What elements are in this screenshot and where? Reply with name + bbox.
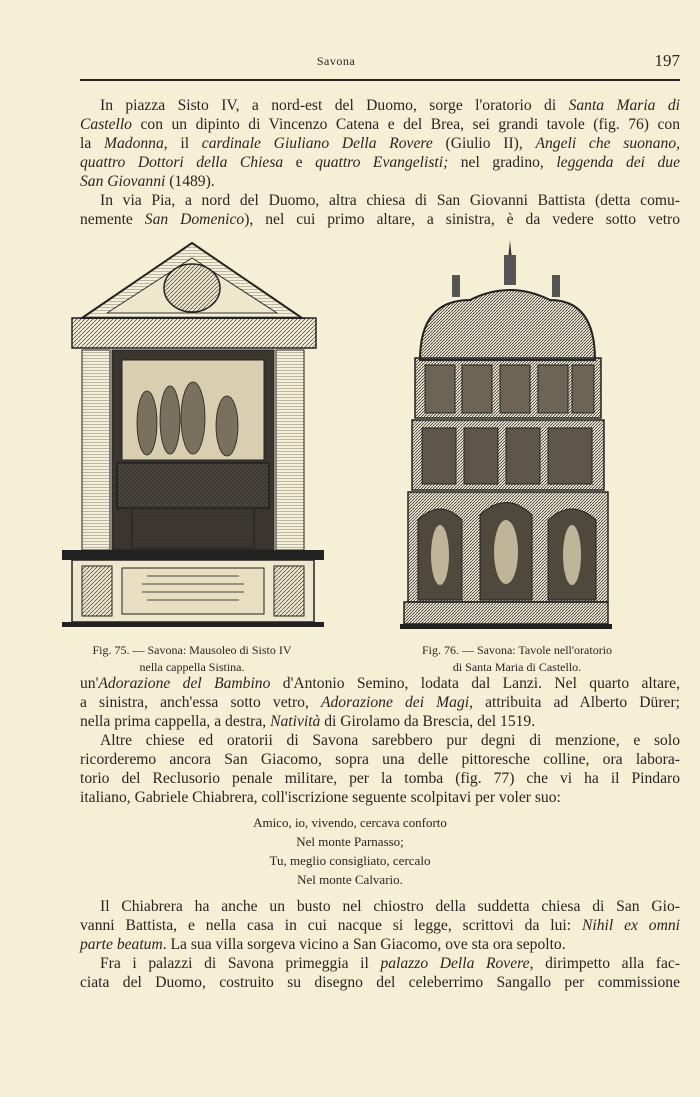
text-run: un'	[80, 675, 99, 692]
text-line	[80, 134, 680, 153]
text-run: con un dipinto di Vincenzo Catena e del Brea, sei grandi tavole (fig. 76) con	[131, 116, 680, 133]
italic-text: Natività	[270, 713, 321, 730]
text-run: , il	[163, 135, 202, 152]
text-line	[80, 96, 680, 115]
text-run: d'Antonio Semino, lodata dal Lanzi. Nel quarto altare,	[270, 675, 681, 692]
text-run: a sinistra, anch'essa sotto vetro,	[80, 694, 321, 711]
figure-75-mausoleum-illustration	[62, 238, 324, 628]
text-run: di Girolamo da Brescia, del 1519.	[320, 713, 536, 730]
text-block-bottom	[80, 897, 680, 992]
text-line	[80, 172, 680, 191]
italic-text: palazzo Della Rovere	[380, 955, 530, 972]
text-run: ricorderemo ancora San Giacomo, sopra una delle pittoresche colline, ora labora-	[80, 751, 680, 768]
text-run: nella prima cappella, a destra,	[80, 713, 271, 730]
text-line	[80, 693, 680, 712]
text-run: In via Pia, a nord del Duomo, altra chiesa di San Giovanni Battista (detta comu-	[100, 192, 680, 209]
text-line	[80, 769, 680, 788]
text-run: vanni Battista, e nella casa in cui nacque si legge, scrittovi da lui:	[80, 917, 582, 934]
text-run: Il Chiabrera ha anche un busto nel chiostro della suddetta chiesa di San Gio-	[100, 898, 680, 915]
italic-text: quattro Evangelisti;	[315, 154, 449, 171]
caption-line: Fig. 75. — Savona: Mausoleo di Sisto IV	[92, 643, 292, 657]
text-run: torio del Reclusorio penale militare, per la tomba (fig. 77) che vi ha il Pindaro	[80, 770, 680, 787]
italic-text: Madonna	[103, 135, 164, 152]
caption-line: nella cappella Sistina.	[139, 660, 245, 674]
italic-text: Adorazione del Bambino	[98, 675, 271, 692]
text-run: Fra i palazzi di Savona primeggia il	[100, 955, 381, 972]
text-run: e	[283, 154, 316, 171]
verse-line: Nel monte Parnasso;	[296, 834, 404, 849]
italic-text: Santa Maria di	[568, 97, 680, 114]
text-line	[80, 210, 680, 229]
figure-76-caption	[372, 642, 662, 676]
verse-line: Nel monte Calvario.	[297, 872, 403, 887]
text-line	[80, 897, 680, 916]
italic-text: cardinale Giuliano Della Rovere	[201, 135, 433, 152]
figure-75-caption	[52, 642, 332, 676]
running-header: Savona	[316, 54, 356, 68]
caption-line: Fig. 76. — Savona: Tavole nell'oratorio	[421, 643, 613, 657]
italic-text: San Giovanni	[80, 173, 166, 190]
text-line	[80, 674, 680, 693]
text-run: italiano, Gabriele Chiabrera, coll'iscrizione seguente scolpitavi per voler suo:	[80, 789, 561, 806]
text-run: (1489).	[165, 173, 215, 190]
text-run: Altre chiese ed oratorii di Savona sarebbero pur degni di menzione, e solo	[100, 732, 680, 749]
text-line	[80, 935, 680, 954]
text-run: nel gradino,	[448, 154, 557, 171]
text-run: (Giulio II),	[432, 135, 536, 152]
text-block-middle	[80, 674, 680, 807]
text-run: , attribuita ad Alberto Dürer;	[469, 694, 680, 711]
italic-text: Angeli che suonano,	[535, 135, 681, 152]
italic-text: Nihil ex omni	[581, 917, 680, 934]
text-run: ), nel cui primo altare, a sinistra, è da vedere sotto vetro	[244, 211, 681, 228]
inscription-verse	[0, 813, 700, 889]
page-number: 197	[654, 51, 680, 70]
italic-text: Adorazione dei Magi	[320, 694, 470, 711]
text-line	[80, 973, 680, 992]
text-run: , dirimpetto alla fac-	[529, 955, 680, 972]
text-line	[80, 731, 680, 750]
header-rule	[80, 79, 680, 81]
text-line	[80, 153, 680, 172]
text-line	[80, 788, 680, 807]
text-run: . La sua villa sorgeva vicino a San Giacomo, ove sta ora sepolto.	[162, 936, 566, 953]
italic-text: Castello	[80, 116, 132, 133]
italic-text: parte beatum	[80, 936, 163, 953]
text-block-top	[80, 96, 680, 229]
italic-text: leggenda dei due	[556, 154, 680, 171]
text-run: la	[80, 135, 104, 152]
text-line	[80, 712, 680, 731]
caption-line: di Santa Maria di Castello.	[452, 660, 582, 674]
text-run: ciata del Duomo, costruito su disegno del celeberrimo Sangallo per commissione	[80, 974, 680, 991]
verse-line: Amico, io, vivendo, cercava conforto	[253, 815, 447, 830]
text-line	[80, 954, 680, 973]
italic-text: quattro Dottori della Chiesa	[80, 154, 284, 171]
text-run: nemente	[80, 211, 145, 228]
text-line	[80, 115, 680, 134]
text-line	[80, 750, 680, 769]
text-run: In piazza Sisto IV, a nord-est del Duomo, sorge l'oratorio di	[100, 97, 569, 114]
text-line	[80, 916, 680, 935]
verse-line: Tu, meglio consigliato, cercalo	[269, 853, 431, 868]
text-line	[80, 191, 680, 210]
figure-76-altarpiece-illustration	[400, 240, 612, 630]
italic-text: San Domenico	[144, 211, 245, 228]
